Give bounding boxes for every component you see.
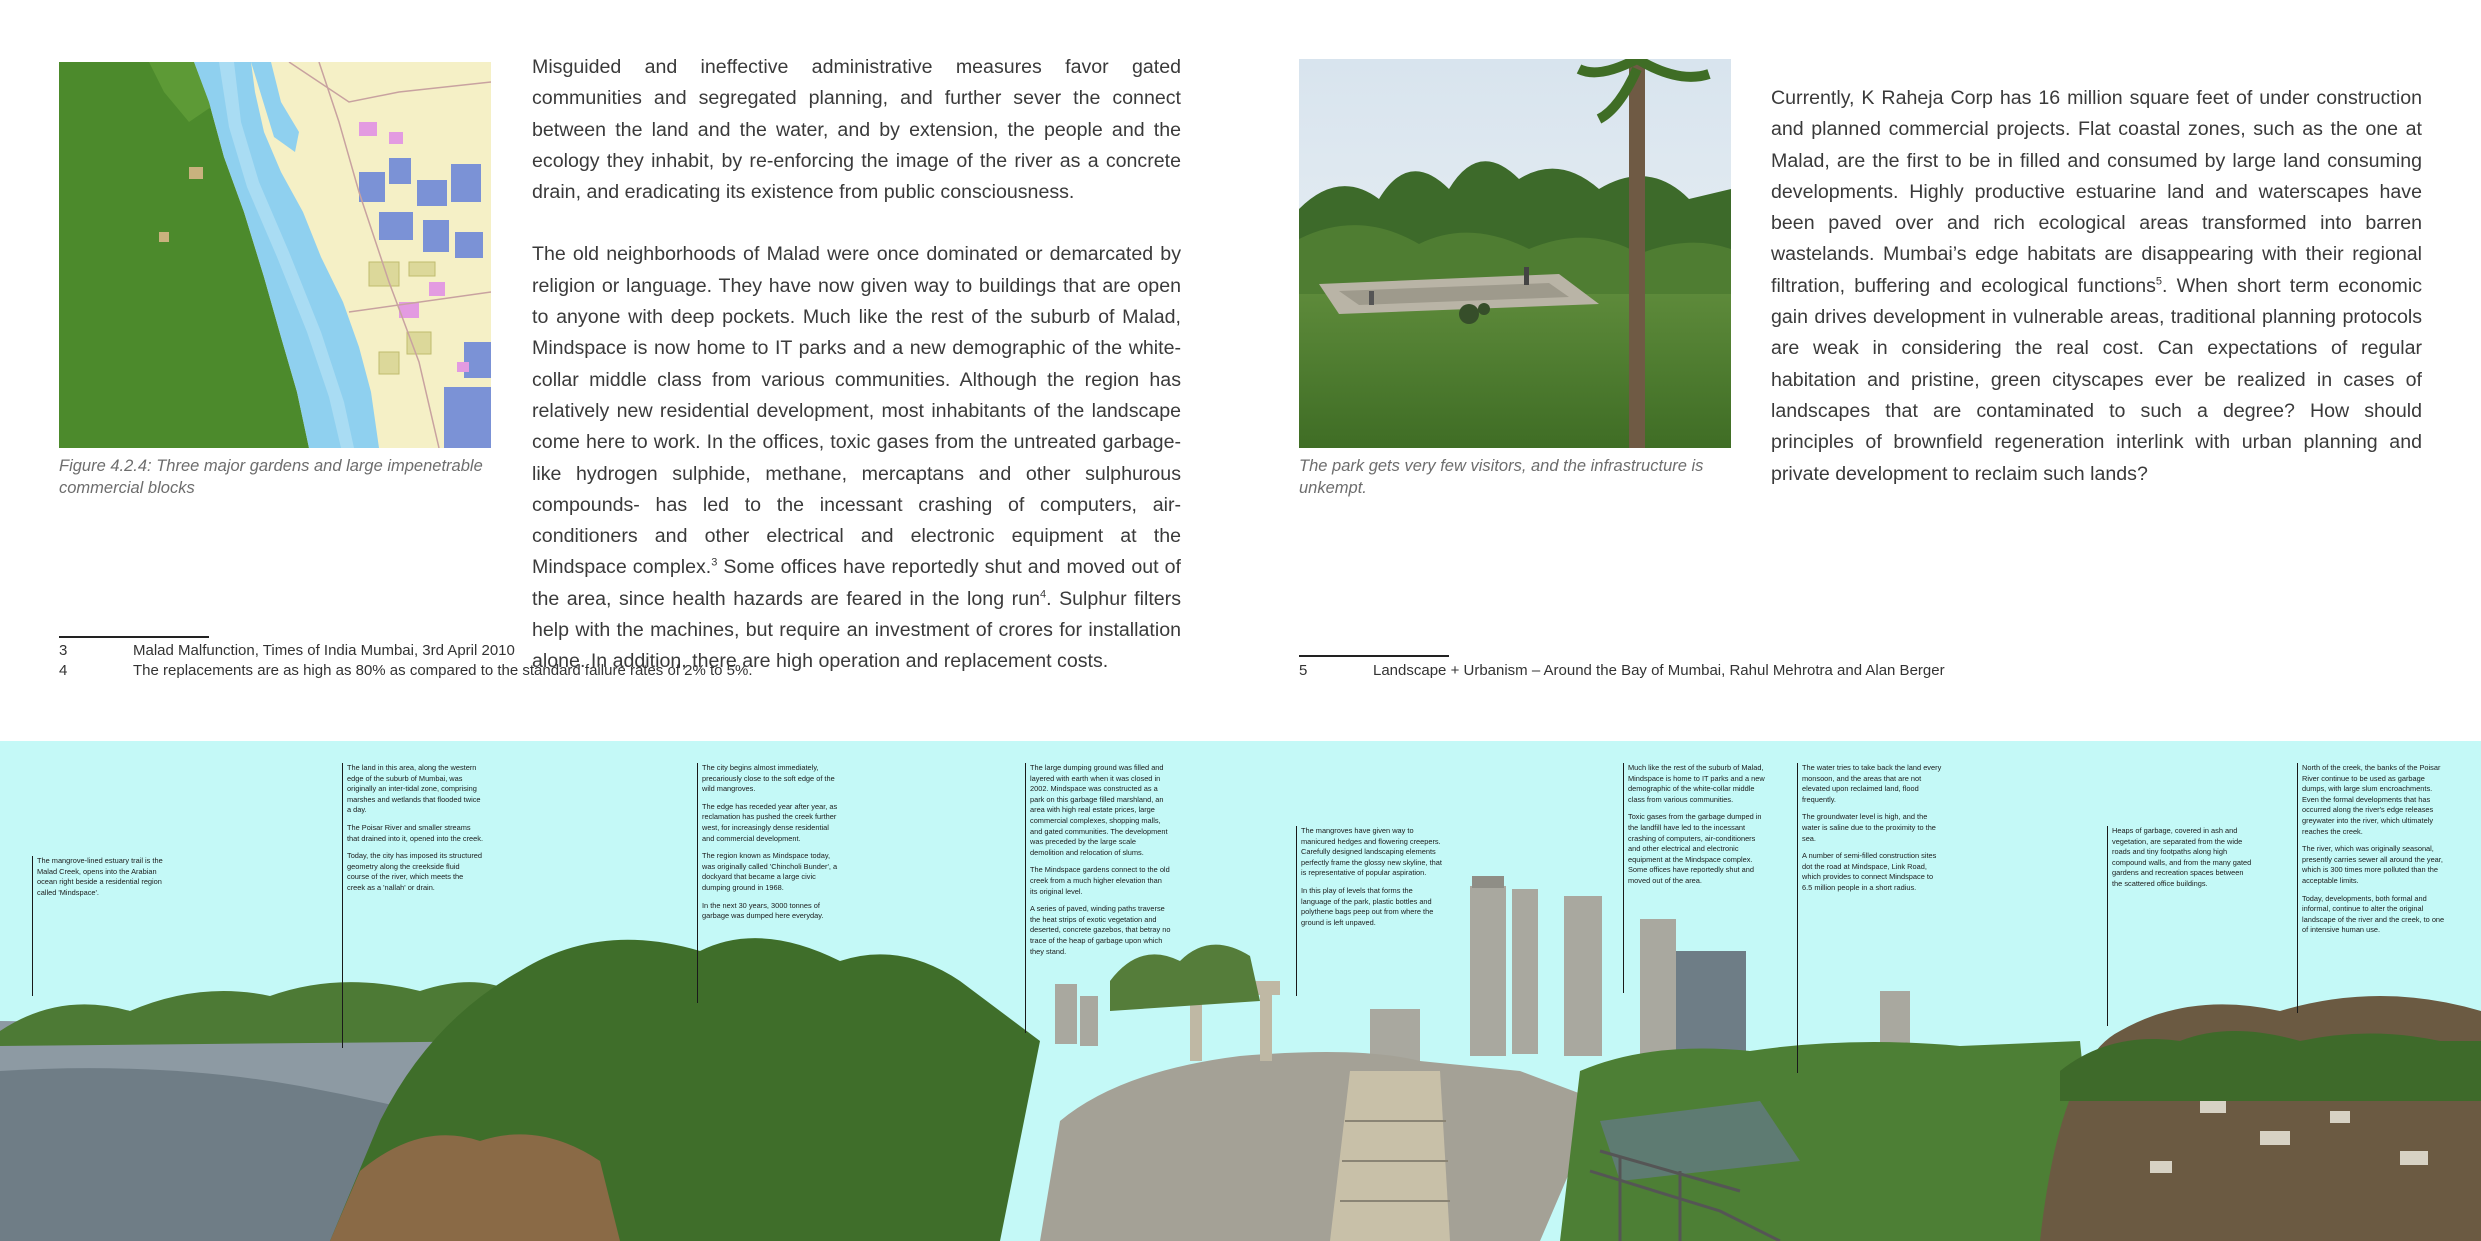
annotation-3 (698, 763, 838, 929)
footnote-number: 4 (59, 662, 68, 679)
annotation-text: Much like the rest of the suburb of Malad, Mindspace is home to IT parks and a new demographic of the white-collar middle class from various communities. (1628, 763, 1765, 804)
footnote-5 (1299, 661, 2199, 681)
footnote-text: The replacements are as high as 80% as compared to the standard failure rates of 2% to 5%. (133, 662, 753, 679)
panorama-strip (0, 741, 2481, 1241)
annotation-8 (2108, 826, 2253, 897)
footnote-rule-right (1299, 655, 1449, 657)
left-paragraph-2-cont: Some offices have reportedly shut and moved out of the area, since health hazards are feared in the long run (532, 556, 1181, 610)
left-paragraph-1: Misguided and ineffective administrative measures favor gated communities and segregated planning, and further sever the connect between the land and the water, and by extension, the people and the ecology they inhabit, by re-enforcing the image of the river as a concrete drain, and eradicating its existence from public consciousness. (532, 56, 1181, 204)
annotation-text: The region known as Mindspace today, was originally called 'Chincholi Bunder', a dockyard that became a large civic dumping ground in 1968. (702, 851, 838, 892)
footnote-ref-3: 3 (711, 556, 718, 569)
park-photo (1299, 59, 1731, 448)
left-paragraph-2-text: The old neighborhoods of Malad were once dominated or demarcated by religion or language. They have now given way to buildings that are open to anyone with deep pockets. Much like the rest of the suburb of Malad, Mindspace is now home to IT parks and a new demographic of the white-collar middle class from various communities. Although the region has relatively new residential development, most inhabitants of the landscape come here to work. In the offices, toxic gases from the untreated garbage- like hydrogen sulphide, methane, mercaptans and other sulphurous compounds- has led to the incessant crashing of computers, air-conditioners and other electrical and electronic equipment at the Mindspace complex. (532, 243, 1181, 579)
park-caption: The park gets very few visitors, and the infrastructure is unkempt. (1299, 457, 1704, 497)
annotation-text: The water tries to take back the land every monsoon, and the areas that are not elevated upon reclaimed land, flood frequently. (1802, 763, 1942, 804)
annotation-text: Today, developments, both formal and informal, continue to alter the original landscape of the river and the creek, to one of intensive human use. (2302, 893, 2445, 935)
footnote-4 (59, 661, 759, 681)
map-image (59, 62, 491, 448)
annotation-text: The river, which was originally seasonal, presently carries sewer all around the year, which is 300 times more polluted than the acceptable limits. (2302, 844, 2443, 885)
annotation-text: The Mindspace gardens connect to the old creek from a much higher elevation than its original level. (1030, 865, 1170, 896)
map-caption: Figure 4.2.4: Three major gardens and large impenetrable commercial blocks (59, 457, 483, 497)
left-paragraph-2-end: . Sulphur filters help with the machines, but require an investment of crores for installation alone. In addition, there are high operation and replacement costs. (532, 587, 1181, 673)
annotation-text: Heaps of garbage, covered in ash and vegetation, are separated from the wide roads and tiny footpaths along high compound walls, and from the many gated gardens and recreation spaces between the scattered office buildings. (2112, 826, 2252, 888)
annotation-5 (1297, 826, 1442, 935)
annotation-text: The land in this area, along the western edge of the suburb of Mumbai, was originally an inter-tidal zone, comprising marshes and wetlands that flooded twice a day. (347, 763, 481, 815)
footnote-text: Landscape + Urbanism – Around the Bay of Mumbai, Rahul Mehrotra and Alan Berger (1373, 662, 1945, 679)
annotation-text: The groundwater level is high, and the water is saline due to the proximity to the sea. (1802, 812, 1936, 843)
annotation-9 (2298, 763, 2448, 943)
annotation-text: In this play of levels that forms the language of the park, plastic bottles and polythene bags peep out from where the ground is left unpaved. (1301, 885, 1434, 927)
annotation-text: North of the creek, the banks of the Poisar River continue to be used as garbage dumps, with large slum encroachments. Even the formal developments that has occurred along the river's edge releases greywater into the river, which ultimately reaches the creek. (2302, 763, 2441, 836)
footnote-ref-4: 4 (1039, 588, 1047, 601)
annotation-text: The large dumping ground was filled and layered with earth when it was closed in 2002. Mindspace was constructed as a park on this garbage filled marshland, an area with high real estate prices, large commercial complexes, shopping malls, and gated communities. The development was preceded by the large scale demolition and relocation of slums. (1030, 763, 1168, 857)
annotation-text: The city begins almost immediately, precariously close to the soft edge of the wild mangroves. (702, 763, 835, 794)
annotation-text: Today, the city has imposed its structured geometry along the creekside fluid course of the river, which meets the creek as a 'nallah' or drain. (347, 851, 483, 892)
annotation-4 (1026, 763, 1171, 964)
right-paragraph-1-end: . When short term economic gain drives development in vulnerable areas, traditional planning protocols are weak in considering the real cost. Can expectations of regular habitation and pristine, green cityscapes ever be realized in cases of landscapes that are contaminated to such a degree? How should principles of brownfield regeneration interlink with urban planning and private development to reclaim such lands? (1771, 274, 2422, 485)
annotation-text: Toxic gases from the garbage dumped in the landfill have led to the incessant crashing of computers, air-conditioners and other electrical and electronic equipment at the Mindspace complex. Some offices have reportedly shut and moved out of the area. (1628, 812, 1762, 885)
right-paragraph-1-text: Currently, K Raheja Corp has 16 million square feet of under construction and planned commercial projects. Flat coastal zones, such as the one at Malad, are the first to be in filled and consumed by large land consuming developments. Highly productive estuarine land and waterscapes have been paved over and rich ecological areas transformed into barren wastelands. Mumbai’s edge habitats are disappearing with their regional filtration, buffering and ecological functions (1771, 87, 2422, 297)
annotation-1 (33, 856, 173, 905)
footnote-ref-5: 5 (2155, 275, 2163, 288)
footnotes-left (59, 641, 759, 681)
annotation-6 (1624, 763, 1769, 894)
annotation-text: A series of paved, winding paths traverse the heat strips of exotic vegetation and deserted, concrete gazebos, that betray no trace of the heap of garbage upon which they stand. (1030, 904, 1171, 956)
park-image (1299, 59, 1731, 448)
footnote-text: Malad Malfunction, Times of India Mumbai, 3rd April 2010 (133, 642, 515, 659)
footnote-rule-left (59, 636, 209, 638)
footnote-number: 5 (1299, 662, 1308, 679)
annotation-text: A number of semi-filled construction sites dot the road at Mindspace, Link Road, which provides to connect Mindspace to 6.5 million people in a short radius. (1802, 851, 1937, 892)
left-body-text (532, 52, 1181, 709)
annotation-text: In the next 30 years, 3000 tonnes of garbage was dumped here everyday. (702, 900, 824, 921)
right-body-text (1771, 83, 2422, 521)
right-paragraph-1 (1771, 83, 2422, 490)
left-paragraph-2 (532, 239, 1181, 677)
footnote-number: 3 (59, 642, 68, 659)
annotation-text: The edge has receded year after year, as reclamation has pushed the creek further west, for increasingly dense residential and commercial development. (702, 801, 838, 843)
annotation-text: The Poisar River and smaller streams that drained into it, opened into the creek. (347, 822, 483, 843)
annotation-2 (343, 763, 483, 901)
footnotes-right (1299, 661, 2199, 681)
footnote-3 (59, 641, 759, 661)
map-figure (59, 62, 491, 448)
annotation-7 (1798, 763, 1943, 901)
annotation-text: The mangroves have given way to manicured hedges and flowering creepers. Carefully designed landscaping elements perfectly frame the glossy new skyline, that is representative of popular aspiration. (1301, 826, 1442, 878)
annotation-text: The mangrove-lined estuary trail is the Malad Creek, opens into the Arabian ocean right beside a residential region called 'Mindspace'. (37, 856, 163, 897)
